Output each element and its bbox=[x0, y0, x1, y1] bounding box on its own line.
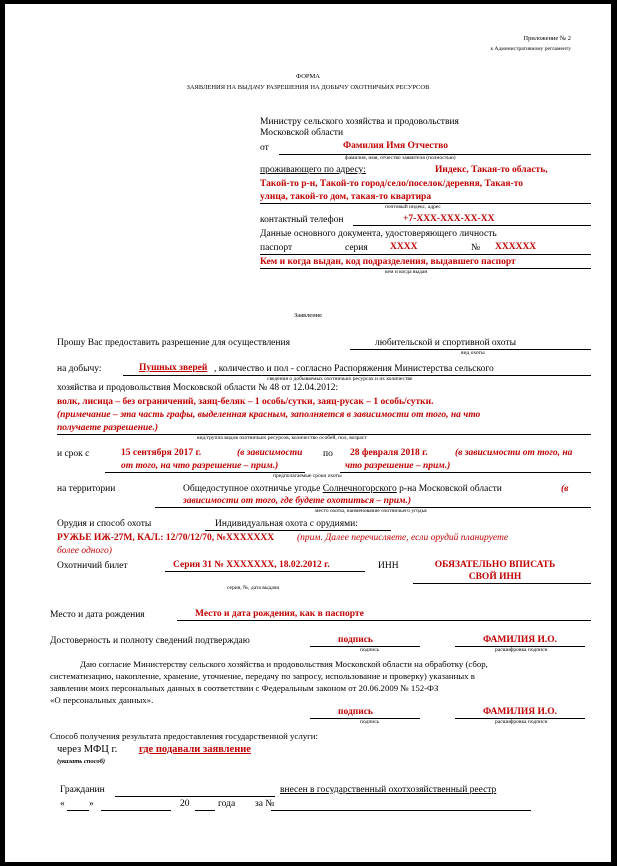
signature1[interactable]: подпись bbox=[338, 635, 373, 645]
addressee-line1: Министру сельского хозяйства и продовольствия bbox=[260, 117, 459, 127]
territory-a: Общедоступное охотничье угодье bbox=[183, 484, 323, 494]
result-hint: (указать способ) bbox=[57, 758, 106, 765]
weapons-line[interactable]: РУЖЬЕ ИЖ-27М, КАЛ.: 12/70/12/70, №XXXXXXX bbox=[57, 533, 275, 543]
period-label: и срок с bbox=[57, 449, 90, 459]
phone-line bbox=[353, 225, 591, 226]
birth-value[interactable]: Место и дата рождения, как в паспорте bbox=[195, 609, 364, 619]
prey-value[interactable]: Пушных зверей bbox=[139, 363, 208, 373]
phone-label: контактный телефон bbox=[260, 215, 344, 225]
inn-note1[interactable]: ОБЯЗАТЕЛЬНО ВПИСАТЬ bbox=[434, 560, 556, 570]
decode2-hint: расшифровка подписи bbox=[495, 719, 548, 725]
name-hint: фамилия, имя, отчество заявителя (полностью) bbox=[345, 155, 456, 161]
year-line[interactable] bbox=[195, 810, 215, 811]
period-hint: предполагаемые сроки охоты bbox=[273, 473, 342, 479]
decode1-hint: расшифровка подписи bbox=[495, 647, 548, 653]
consent-line4: «О персональных данных». bbox=[50, 695, 154, 705]
confirm-label: Достоверность и полноту сведений подтверждаю bbox=[50, 636, 250, 646]
weapons-note: (прим. Далее перечисляете, если орудий планируете bbox=[297, 533, 509, 543]
birth-line bbox=[177, 620, 591, 621]
phone-value[interactable]: +7-XXX-XXX-XX-XX bbox=[403, 214, 495, 224]
prey-tail: , количество и пол - согласно Распоряжения Министерства сельского bbox=[214, 364, 494, 374]
day-line[interactable] bbox=[67, 810, 89, 811]
ticket-value[interactable]: Серия 31 № XXXXXXX, 18.02.2012 г. bbox=[173, 560, 330, 570]
address-line2[interactable]: Такой-то р-н, Такой-то город/село/поселок/деревня, Такая-то bbox=[260, 179, 523, 189]
series-value[interactable]: XXXX bbox=[390, 242, 418, 252]
date-quote-close: » bbox=[89, 799, 94, 809]
weapons-method-line bbox=[205, 530, 391, 531]
name-decode2[interactable]: ФАМИЛИЯ И.О. bbox=[483, 707, 558, 717]
date-quote-open: « bbox=[60, 799, 65, 809]
prey-hint: сведения о добываемых охотничьих ресурсах и их количестве bbox=[267, 376, 413, 382]
ticket-hint: серия, №, дата выдачи bbox=[227, 585, 280, 591]
period-note-b: что разрешение – прим.) bbox=[345, 461, 451, 471]
territory-district: Солнечногорского bbox=[322, 484, 397, 494]
inn-note2: СВОЙ ИНН bbox=[468, 572, 522, 582]
number-label: № bbox=[471, 243, 481, 253]
issued-hint: кем и когда выдан bbox=[385, 269, 428, 275]
request-label: Прошу Вас предоставить разрешение для осуществления bbox=[57, 338, 290, 348]
result-label: Способ получения результата предоставления государственной услуги: bbox=[50, 731, 318, 741]
inn-line bbox=[413, 583, 591, 584]
consent-line2: систематизацию, накопление, хранение, уточнение, передачу по запросу, использование и проверку) указанных в bbox=[50, 671, 475, 681]
statement-heading: Заявление bbox=[293, 312, 323, 319]
form-page bbox=[5, 4, 611, 862]
passport-issued[interactable]: Кем и когда выдан, код подразделения, выдавшего паспорт bbox=[260, 257, 516, 267]
document-label: Данные основного документа, удостоверяющего личность bbox=[260, 229, 497, 239]
hunt-type-hint: вид охоты bbox=[461, 350, 485, 356]
number-value[interactable]: XXXXXX bbox=[495, 242, 537, 252]
address-hint: почтовый индекс, адрес bbox=[385, 204, 441, 210]
name-decode1[interactable]: ФАМИЛИЯ И.О. bbox=[483, 635, 558, 645]
date-to-line bbox=[340, 472, 591, 473]
registry-label: внесен в государственный охотхозяйственный реестр bbox=[280, 785, 497, 795]
inn-label: ИНН bbox=[378, 561, 399, 571]
territory-label: на территории bbox=[57, 484, 116, 494]
signature2[interactable]: подпись bbox=[338, 707, 373, 717]
hunt-type[interactable]: любительской и спортивной охоты bbox=[375, 338, 516, 348]
order-line: хозяйства и продовольствия Московской области № 48 от 12.04.2012: bbox=[57, 383, 339, 393]
citizen-line bbox=[115, 796, 275, 797]
territory-c: р-на Московской области bbox=[396, 484, 502, 494]
ticket-label: Охотничий билет bbox=[57, 561, 128, 571]
address-line3[interactable]: улица, такой-то дом, такая-то квартира bbox=[260, 192, 432, 202]
birth-label: Место и дата рождения bbox=[50, 610, 145, 620]
prey-label: на добычу: bbox=[57, 364, 102, 374]
result-prefix: через МФЦ г. bbox=[57, 744, 118, 755]
territory-note2: зависимости от того, где будете охотиться – прим.) bbox=[183, 496, 412, 506]
note-line2: получаете разрешение.) bbox=[57, 423, 159, 433]
appendix-number: Приложение № 2 bbox=[523, 35, 571, 42]
address-line1[interactable]: Индекс, Такая-то область, bbox=[435, 165, 548, 175]
date-to-note: (в зависимости от того, на bbox=[455, 448, 573, 458]
result-value[interactable]: где подавали заявление bbox=[139, 744, 251, 755]
appendix-regulation: к Административному регламенту bbox=[490, 46, 571, 52]
addressee-line2: Московской области bbox=[260, 128, 344, 138]
territory-note1: (в bbox=[561, 484, 569, 494]
date-from-note: (в зависимости bbox=[237, 448, 303, 458]
territory-hint: место охоты, наименование охотничьего угодья bbox=[315, 508, 427, 514]
note-hint: вид/группа видов охотничьих ресурсов, количество особей, пол, возраст bbox=[197, 435, 367, 441]
residing-label: проживающего по адресу: bbox=[260, 165, 366, 175]
territory-value[interactable] bbox=[183, 484, 502, 495]
passport-label: паспорт bbox=[260, 243, 293, 253]
regno-line[interactable] bbox=[271, 810, 531, 811]
date-from[interactable]: 15 сентября 2017 г. bbox=[121, 448, 202, 458]
period-note-a: от того, на что разрешение – прим.) bbox=[121, 461, 279, 471]
consent-line3: заявлении моих персональных данных в соответствии с Федеральным законом от 20.06.2009 № 152-ФЗ bbox=[50, 683, 439, 693]
to-label: по bbox=[323, 449, 333, 459]
sign1-hint: подпись bbox=[360, 647, 380, 653]
form-label: ФОРМА bbox=[296, 73, 320, 80]
applicant-name[interactable]: Фамилия Имя Отчество bbox=[343, 141, 448, 151]
ticket-line bbox=[165, 571, 365, 572]
note-line1: (примечание – эта часть графы, выделенная красным, заполняется в зависимости от того, на что bbox=[57, 410, 481, 420]
passport-line bbox=[260, 254, 591, 255]
month-line[interactable] bbox=[101, 810, 171, 811]
year-label: 20 bbox=[180, 799, 190, 809]
from-label: от bbox=[260, 143, 269, 153]
series-label: серия bbox=[345, 243, 368, 253]
limits-line[interactable]: волк, лисица – без ограничений, заяц-беляк – 1 особь/сутки, заяц-русак – 1 особь/сутки. bbox=[57, 397, 434, 407]
citizen-label: Гражданин bbox=[60, 785, 105, 795]
regno-label: за № bbox=[255, 799, 275, 809]
weapons-label: Орудия и способ охоты bbox=[57, 519, 152, 529]
year-suffix: года bbox=[218, 799, 236, 809]
sign2-hint: подпись bbox=[360, 719, 380, 725]
form-title: ЗАЯВЛЕНИЯ НА ВЫДАЧУ РАЗРЕШЕНИЯ НА ДОБЫЧУ ОХОТНИЧЬИХ РЕСУРСОВ bbox=[186, 84, 430, 91]
weapons-method: Индивидуальная охота с орудиями: bbox=[215, 519, 358, 529]
date-to[interactable]: 28 февраля 2018 г. bbox=[350, 448, 428, 458]
consent-line1: Даю согласие Министерству сельского хозяйства и продовольствия Московской области на обработку (сбор, bbox=[80, 659, 488, 669]
weapons-note2: более одного) bbox=[57, 546, 112, 556]
